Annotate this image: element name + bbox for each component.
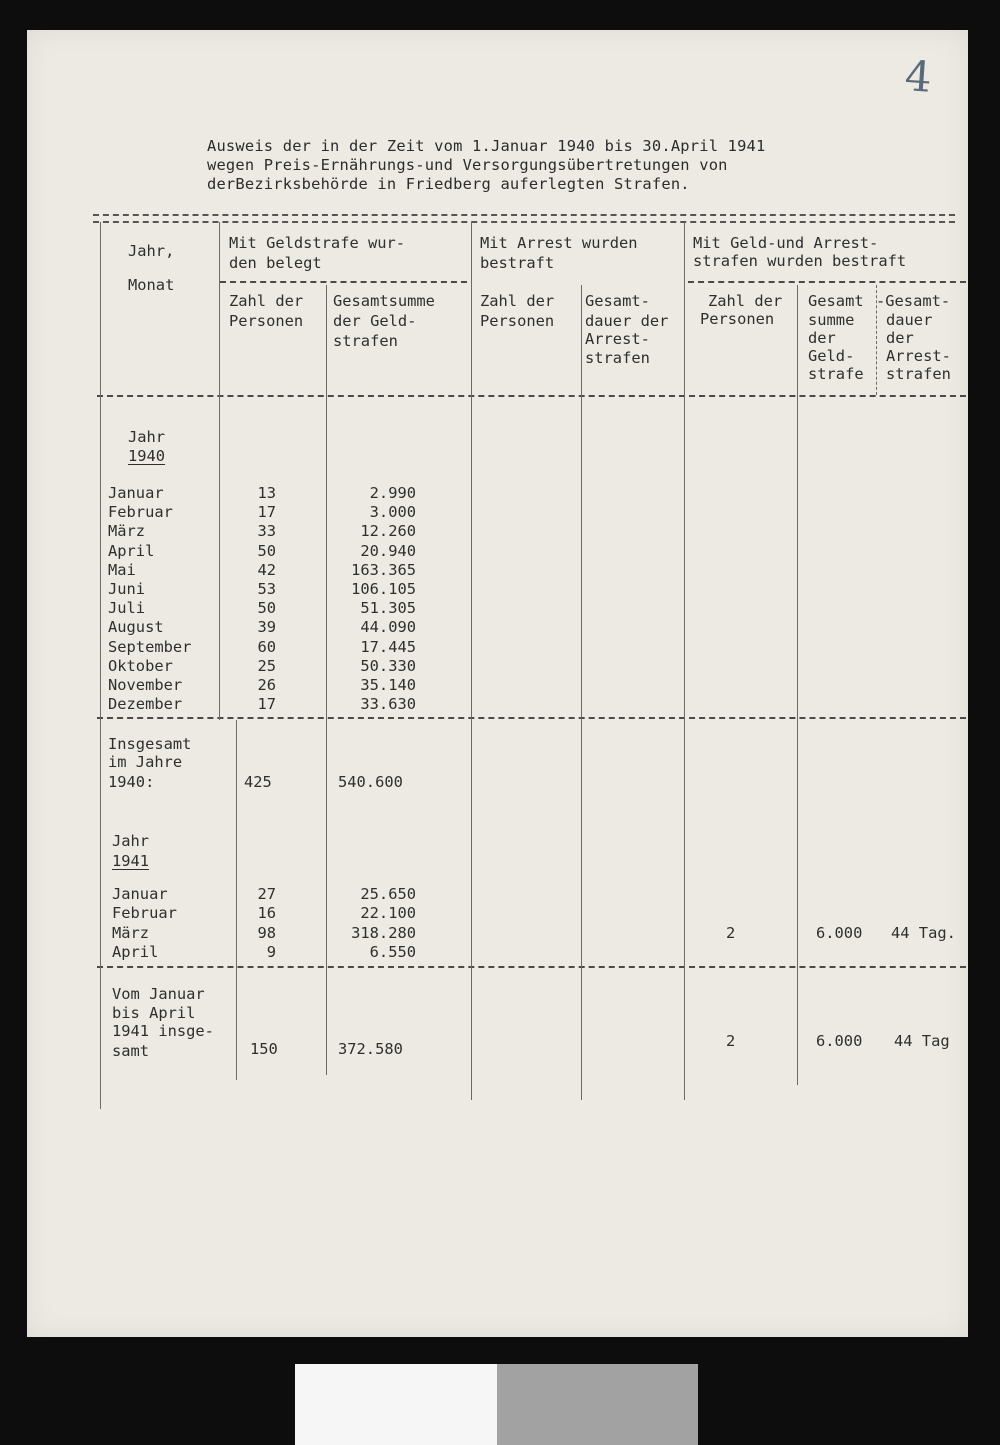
header-monat: Monat <box>128 276 175 294</box>
personen-count: 13 <box>257 484 276 502</box>
column-rule <box>219 222 220 720</box>
header-zahl-personen: Zahl der <box>229 292 304 310</box>
total-label: 1941 insge- <box>112 1022 214 1040</box>
month-name: September <box>108 637 192 656</box>
month-name: März <box>112 923 150 942</box>
summe-geld-arrest: 6.000 <box>816 923 863 942</box>
section-year: 1941 <box>112 852 150 870</box>
total-label: Insgesamt <box>108 735 192 753</box>
title-line: derBezirksbehörde in Friedberg auferlegten Strafen. <box>207 175 690 193</box>
title-line: Ausweis der in der Zeit vom 1.Januar 1940 bis 30.April 1941 <box>207 137 766 155</box>
personen-count: 53 <box>257 580 276 598</box>
header-gesamtsumme-geldstrafe: summe <box>808 311 855 329</box>
strafsumme: 3.000 <box>369 503 416 522</box>
total-label: bis April <box>112 1004 196 1022</box>
personen-count: 9 <box>266 943 276 962</box>
strafsumme: 163.365 <box>351 560 416 579</box>
header-gesamtdauer: Arrest- <box>585 330 650 348</box>
month-name: März <box>108 522 146 541</box>
total-summe: 540.600 <box>338 773 403 791</box>
header-jahr: Jahr, <box>128 242 175 260</box>
personen-count: 33 <box>257 522 276 541</box>
header-gesamtsumme-geldstrafe: der <box>808 329 836 347</box>
personen-count: 50 <box>257 541 276 560</box>
strafsumme: 25.650 <box>360 885 416 903</box>
total-summe: 372.580 <box>338 1040 403 1058</box>
personen-count: 25 <box>257 656 276 675</box>
header-gesamtsumme-geldstrafe: Gesamt <box>808 292 864 310</box>
header-gesamtdauer-arrest: strafen <box>886 365 951 383</box>
header-gesamtsumme-geldstrafe: strafe <box>808 365 864 383</box>
header-gesamtsumme: der Geld- <box>333 312 417 330</box>
month-name: Februar <box>108 503 173 522</box>
header-group-arrest: Mit Arrest wurden <box>480 234 638 252</box>
personen-count: 17 <box>257 695 276 714</box>
month-name: Februar <box>112 904 177 923</box>
personen-count: 60 <box>257 637 276 656</box>
total-personen: 150 <box>250 1040 278 1058</box>
header-gesamtsumme: strafen <box>333 332 398 350</box>
header-gesamtdauer-arrest: der <box>886 329 914 347</box>
month-name: November <box>108 676 183 694</box>
header-zahl-personen: Personen <box>700 310 775 328</box>
header-gesamtdauer: dauer der <box>585 312 669 330</box>
header-zahl-personen: Zahl der <box>708 292 783 310</box>
header-gesamtdauer: Gesamt- <box>585 292 650 310</box>
header-zahl-personen: Personen <box>480 312 555 330</box>
strafsumme: 106.105 <box>351 580 416 598</box>
total-1940-rule <box>97 717 966 719</box>
month-name: Januar <box>108 484 164 502</box>
dauer-geld-arrest: 44 Tag. <box>891 923 956 942</box>
strafsumme: 318.280 <box>351 923 416 942</box>
header-group-arrest: bestraft <box>480 254 555 272</box>
month-name: Dezember <box>108 695 183 714</box>
document-title <box>207 137 766 194</box>
header-gesamtdauer-arrest: -Gesamt- <box>876 292 951 310</box>
header-group-geld-arrest: Mit Geld-und Arrest- <box>693 234 879 252</box>
total-summe-geld-arrest: 6.000 <box>816 1032 863 1050</box>
column-rule <box>326 285 327 1075</box>
title-line: wegen Preis-Ernährungs-und Versorgungsübertretungen von <box>207 156 728 174</box>
strafsumme: 50.330 <box>360 656 416 675</box>
strafsumme: 33.630 <box>360 695 416 714</box>
total-label: 1940: <box>108 773 155 791</box>
header-divider-rule <box>220 281 467 283</box>
section-year: 1940 <box>128 447 166 465</box>
personen-geld-arrest: 2 <box>726 923 736 942</box>
column-rule <box>581 285 582 1100</box>
personen-count: 39 <box>257 618 276 637</box>
total-label: im Jahre <box>108 753 183 771</box>
month-name: April <box>112 943 159 962</box>
personen-count: 42 <box>257 560 276 579</box>
header-group-geldstrafe: den belegt <box>229 254 322 272</box>
strafsumme: 22.100 <box>360 904 416 923</box>
strafsumme: 12.260 <box>360 522 416 541</box>
header-bottom-rule <box>97 395 966 397</box>
total-personen-geld-arrest: 2 <box>726 1032 736 1050</box>
strafsumme: 20.940 <box>360 541 416 560</box>
column-rule <box>100 222 101 1109</box>
header-group-geld-arrest: strafen wurden bestraft <box>693 252 907 270</box>
personen-count: 26 <box>257 676 276 694</box>
color-card-white <box>295 1364 497 1445</box>
total-label: samt <box>112 1042 150 1060</box>
personen-count: 27 <box>257 885 276 903</box>
total-dauer-geld-arrest: 44 Tag <box>894 1032 950 1050</box>
strafsumme: 2.990 <box>369 484 416 502</box>
month-name: Juni <box>108 580 146 598</box>
month-name: Juli <box>108 599 146 618</box>
personen-count: 50 <box>257 599 276 618</box>
month-name: Oktober <box>108 656 173 675</box>
personen-count: 16 <box>257 904 276 923</box>
header-gesamtsumme-geldstrafe: Geld- <box>808 347 855 365</box>
personen-count: 17 <box>257 503 276 522</box>
strafsumme: 51.305 <box>360 599 416 618</box>
total-label: Vom Januar <box>112 985 205 1003</box>
color-card-gray <box>497 1364 698 1445</box>
header-gesamtdauer-arrest: dauer <box>886 311 933 329</box>
section-label-jahr: Jahr <box>112 832 150 850</box>
section-label-jahr: Jahr <box>128 428 166 446</box>
column-rule <box>797 285 798 1085</box>
strafsumme: 6.550 <box>369 943 416 962</box>
strafsumme: 35.140 <box>360 676 416 694</box>
month-name: August <box>108 618 164 637</box>
header-zahl-personen: Personen <box>229 312 304 330</box>
strafsumme: 44.090 <box>360 618 416 637</box>
header-divider-rule <box>688 281 966 283</box>
header-zahl-personen: Zahl der <box>480 292 555 310</box>
header-group-geldstrafe: Mit Geldstrafe wur- <box>229 234 406 252</box>
header-gesamtdauer-arrest: Arrest- <box>886 347 951 365</box>
total-personen: 425 <box>244 773 272 791</box>
personen-count: 98 <box>257 923 276 942</box>
column-rule <box>471 222 472 1100</box>
month-name: Mai <box>108 560 136 579</box>
column-rule <box>684 222 685 1100</box>
page-number: 4 <box>903 51 934 102</box>
header-gesamtsumme: Gesamtsumme <box>333 292 435 310</box>
header-gesamtdauer: strafen <box>585 349 650 367</box>
month-name: Januar <box>112 885 168 903</box>
strafsumme: 17.445 <box>360 637 416 656</box>
month-name: April <box>108 541 155 560</box>
table-top-rule <box>93 214 955 223</box>
total-1941-rule <box>97 966 966 968</box>
